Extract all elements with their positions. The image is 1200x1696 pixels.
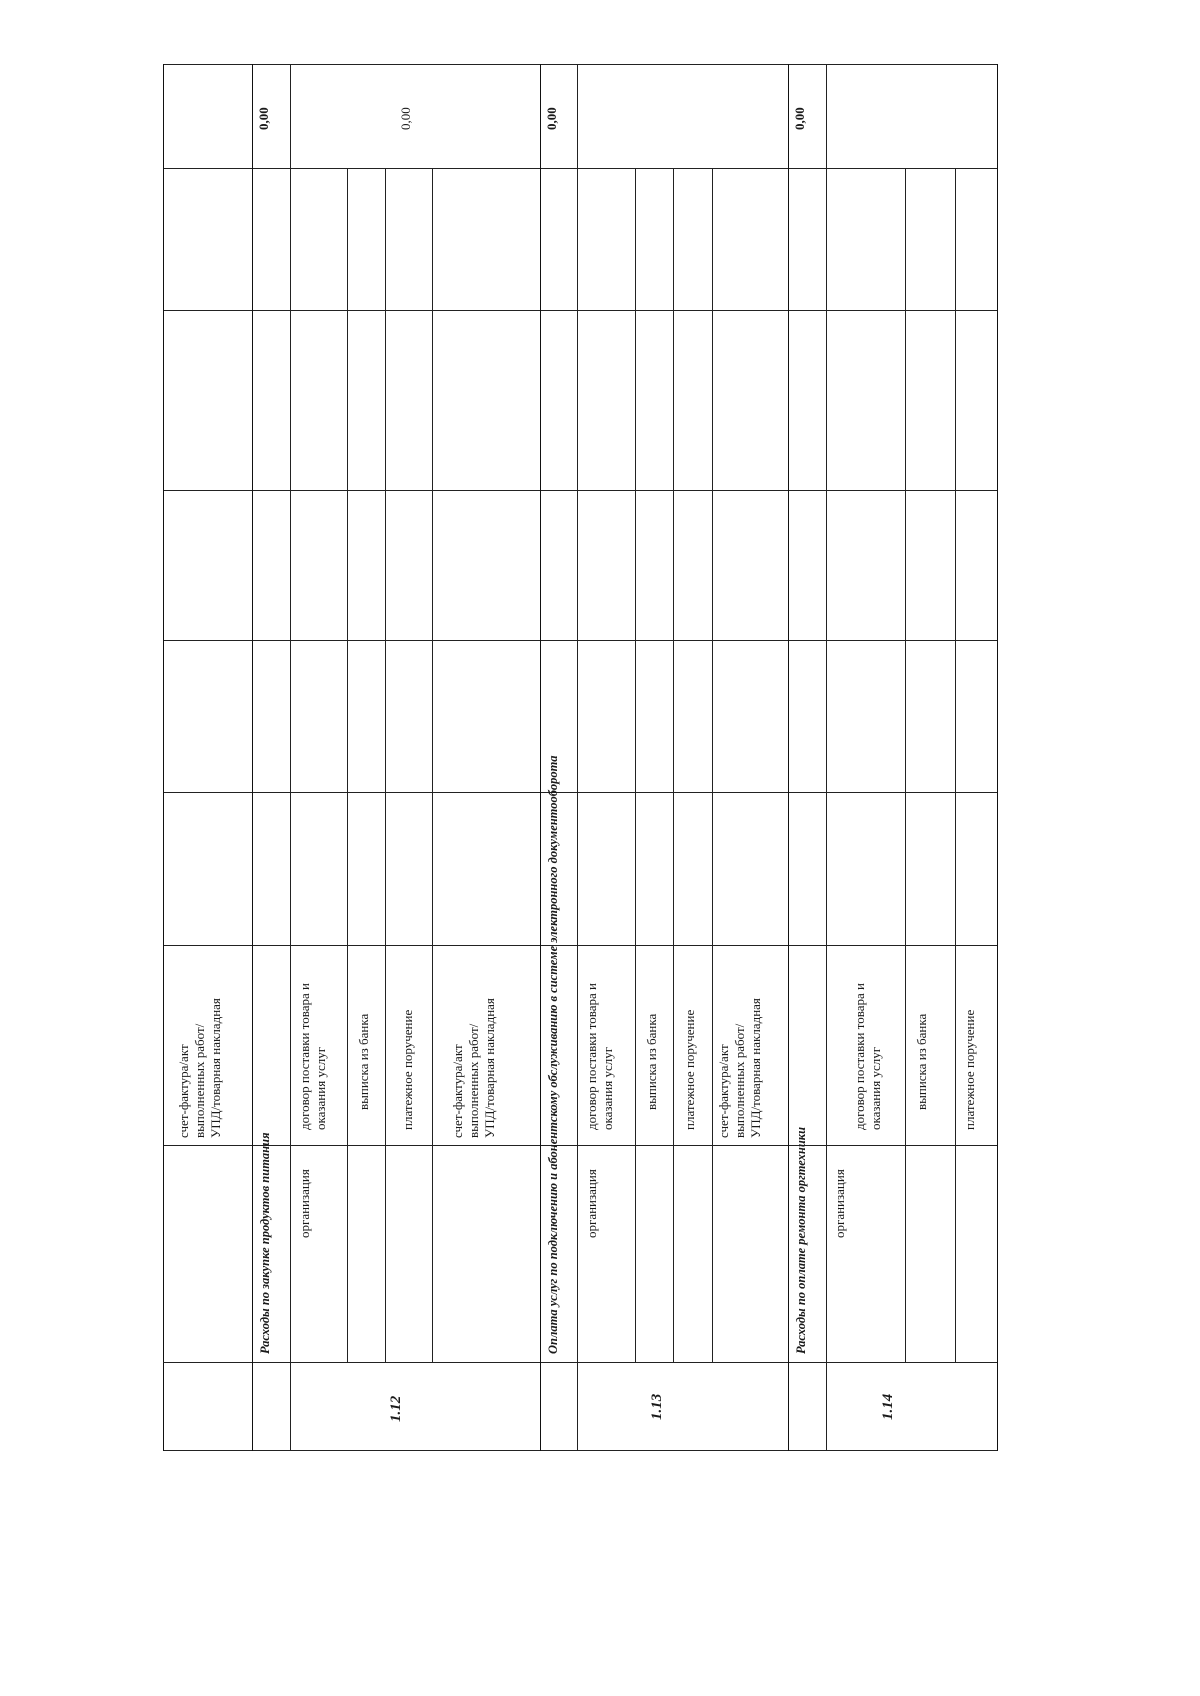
grid-line bbox=[826, 64, 827, 1451]
grid-line bbox=[347, 168, 348, 1363]
grid-line bbox=[290, 64, 291, 1451]
grid-line bbox=[163, 640, 998, 641]
grid-line bbox=[163, 64, 164, 1451]
merged-cell-mask bbox=[291, 1363, 540, 1450]
grid-line bbox=[163, 1362, 252, 1363]
doc-label: счет-фактура/акт выполненных работ/ УПД/товарная накладная bbox=[450, 998, 497, 1138]
section-title: Расходы по закупке продуктов питания bbox=[258, 1132, 272, 1354]
grid-line bbox=[673, 168, 674, 1363]
grid-line bbox=[712, 168, 713, 1363]
grid-line bbox=[432, 168, 433, 1363]
grid-line bbox=[635, 168, 636, 1363]
merged-cell-mask bbox=[827, 65, 997, 168]
grid-line bbox=[163, 168, 998, 169]
section-title: Расходы по оплате ремонта оргтехники bbox=[794, 1126, 808, 1354]
grid-line bbox=[252, 64, 253, 1451]
doc-label: договор поставки товара и оказания услуг bbox=[584, 983, 615, 1130]
org-label: организация bbox=[584, 1169, 599, 1238]
grid-line bbox=[385, 168, 386, 1363]
grid-line bbox=[163, 792, 998, 793]
top-total: 0,00 bbox=[256, 107, 271, 130]
doc-label: платежное поручение bbox=[962, 1009, 977, 1130]
grid-line bbox=[163, 490, 998, 491]
grid-line bbox=[163, 945, 998, 946]
grid-line bbox=[163, 1450, 998, 1451]
top-doc-label: счет-фактура/акт выполненных работ/ УПД/товарная накладная bbox=[176, 998, 223, 1138]
section-number: 1.14 bbox=[880, 1393, 896, 1420]
doc-label: договор поставки товара и оказания услуг bbox=[852, 983, 883, 1130]
doc-label: выписка из банка bbox=[644, 1013, 659, 1110]
grid-line bbox=[540, 64, 541, 1451]
doc-label: счет-фактура/акт выполненных работ/ УПД/товарная накладная bbox=[716, 998, 763, 1138]
org-label: организация bbox=[297, 1169, 312, 1238]
merged-cell-mask bbox=[578, 1363, 788, 1450]
grid-line bbox=[577, 64, 578, 1451]
section-number: 1.13 bbox=[649, 1393, 665, 1420]
grid-line bbox=[905, 168, 906, 1363]
grid-line bbox=[163, 310, 998, 311]
doc-label: платежное поручение bbox=[400, 1009, 415, 1130]
section-title: Оплата услуг по подключению и абонентскому обслуживанию в системе электронного документооборота bbox=[546, 755, 560, 1354]
section-title-total: 0,00 bbox=[792, 107, 807, 130]
doc-label: платежное поручение bbox=[682, 1009, 697, 1130]
merged-cell-mask bbox=[578, 65, 788, 168]
org-label: организация bbox=[832, 1169, 847, 1238]
section-number: 1.12 bbox=[388, 1395, 404, 1422]
doc-label: выписка из банка bbox=[914, 1013, 929, 1110]
section-title-total: 0,00 bbox=[544, 107, 559, 130]
grid-line bbox=[997, 64, 998, 1451]
merged-cell-mask bbox=[291, 65, 540, 168]
section-subtotal: 0,00 bbox=[398, 107, 413, 130]
doc-label: договор поставки товара и оказания услуг bbox=[297, 983, 328, 1130]
grid-line bbox=[163, 1145, 998, 1146]
doc-label: выписка из банка bbox=[356, 1013, 371, 1110]
grid-line bbox=[788, 64, 789, 1451]
merged-cell-mask bbox=[827, 1363, 997, 1450]
grid-line bbox=[955, 168, 956, 1363]
